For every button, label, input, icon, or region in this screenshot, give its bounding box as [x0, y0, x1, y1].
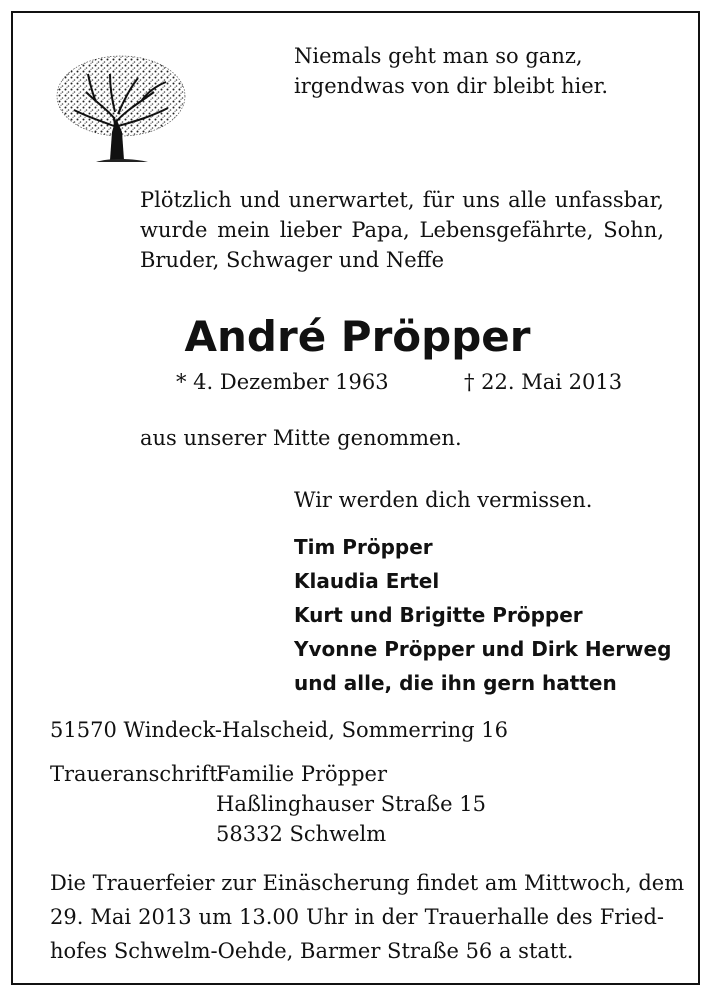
funeral-line-2: 29. Mai 2013 um 13.00 Uhr in der Trauerhalle des Fried- — [50, 905, 664, 929]
mourners-list — [294, 530, 671, 700]
motto-line-2: irgendwas von dir bleibt hier. — [294, 74, 609, 98]
funeral-info — [50, 866, 685, 968]
mourner: und alle, die ihn gern hatten — [294, 671, 617, 695]
funeral-line-3: hofes Schwelm-Oehde, Barmer Straße 56 a statt. — [50, 939, 574, 963]
death-date: † 22. Mai 2013 — [464, 370, 623, 394]
taken-text: aus unserer Mitte genommen. — [140, 426, 462, 450]
address-line-3: 58332 Schwelm — [216, 822, 387, 846]
intro-line-3: Bruder, Schwager und Neffe — [140, 248, 445, 272]
intro-line-2: wurde mein lieber Papa, Lebensgefährte, Sohn, — [140, 218, 664, 242]
funeral-line-1: Die Trauerfeier zur Einäscherung findet am Mittwoch, dem — [50, 871, 685, 895]
birth-date: * 4. Dezember 1963 — [176, 370, 389, 394]
address-label: Traueranschrift: — [50, 762, 225, 786]
address-line-1: Familie Pröpper — [216, 762, 387, 786]
intro-text — [140, 186, 664, 276]
motto-line-1: Niemals geht man so ganz, — [294, 44, 583, 68]
street-address: 51570 Windeck-Halscheid, Sommerring 16 — [50, 718, 509, 742]
tree-icon — [52, 52, 190, 164]
mourner: Tim Pröpper — [294, 535, 433, 559]
deceased-name: André Pröpper — [184, 312, 531, 361]
intro-line-1: Plötzlich und unerwartet, für uns alle unfassbar, — [140, 188, 664, 212]
mourning-address — [216, 760, 486, 850]
mourner: Kurt und Brigitte Pröpper — [294, 603, 583, 627]
mourner: Klaudia Ertel — [294, 569, 440, 593]
mourner: Yvonne Pröpper und Dirk Herweg — [294, 637, 672, 661]
motto — [294, 42, 608, 102]
miss-text: Wir werden dich vermissen. — [294, 488, 593, 512]
address-line-2: Haßlinghauser Straße 15 — [216, 792, 486, 816]
